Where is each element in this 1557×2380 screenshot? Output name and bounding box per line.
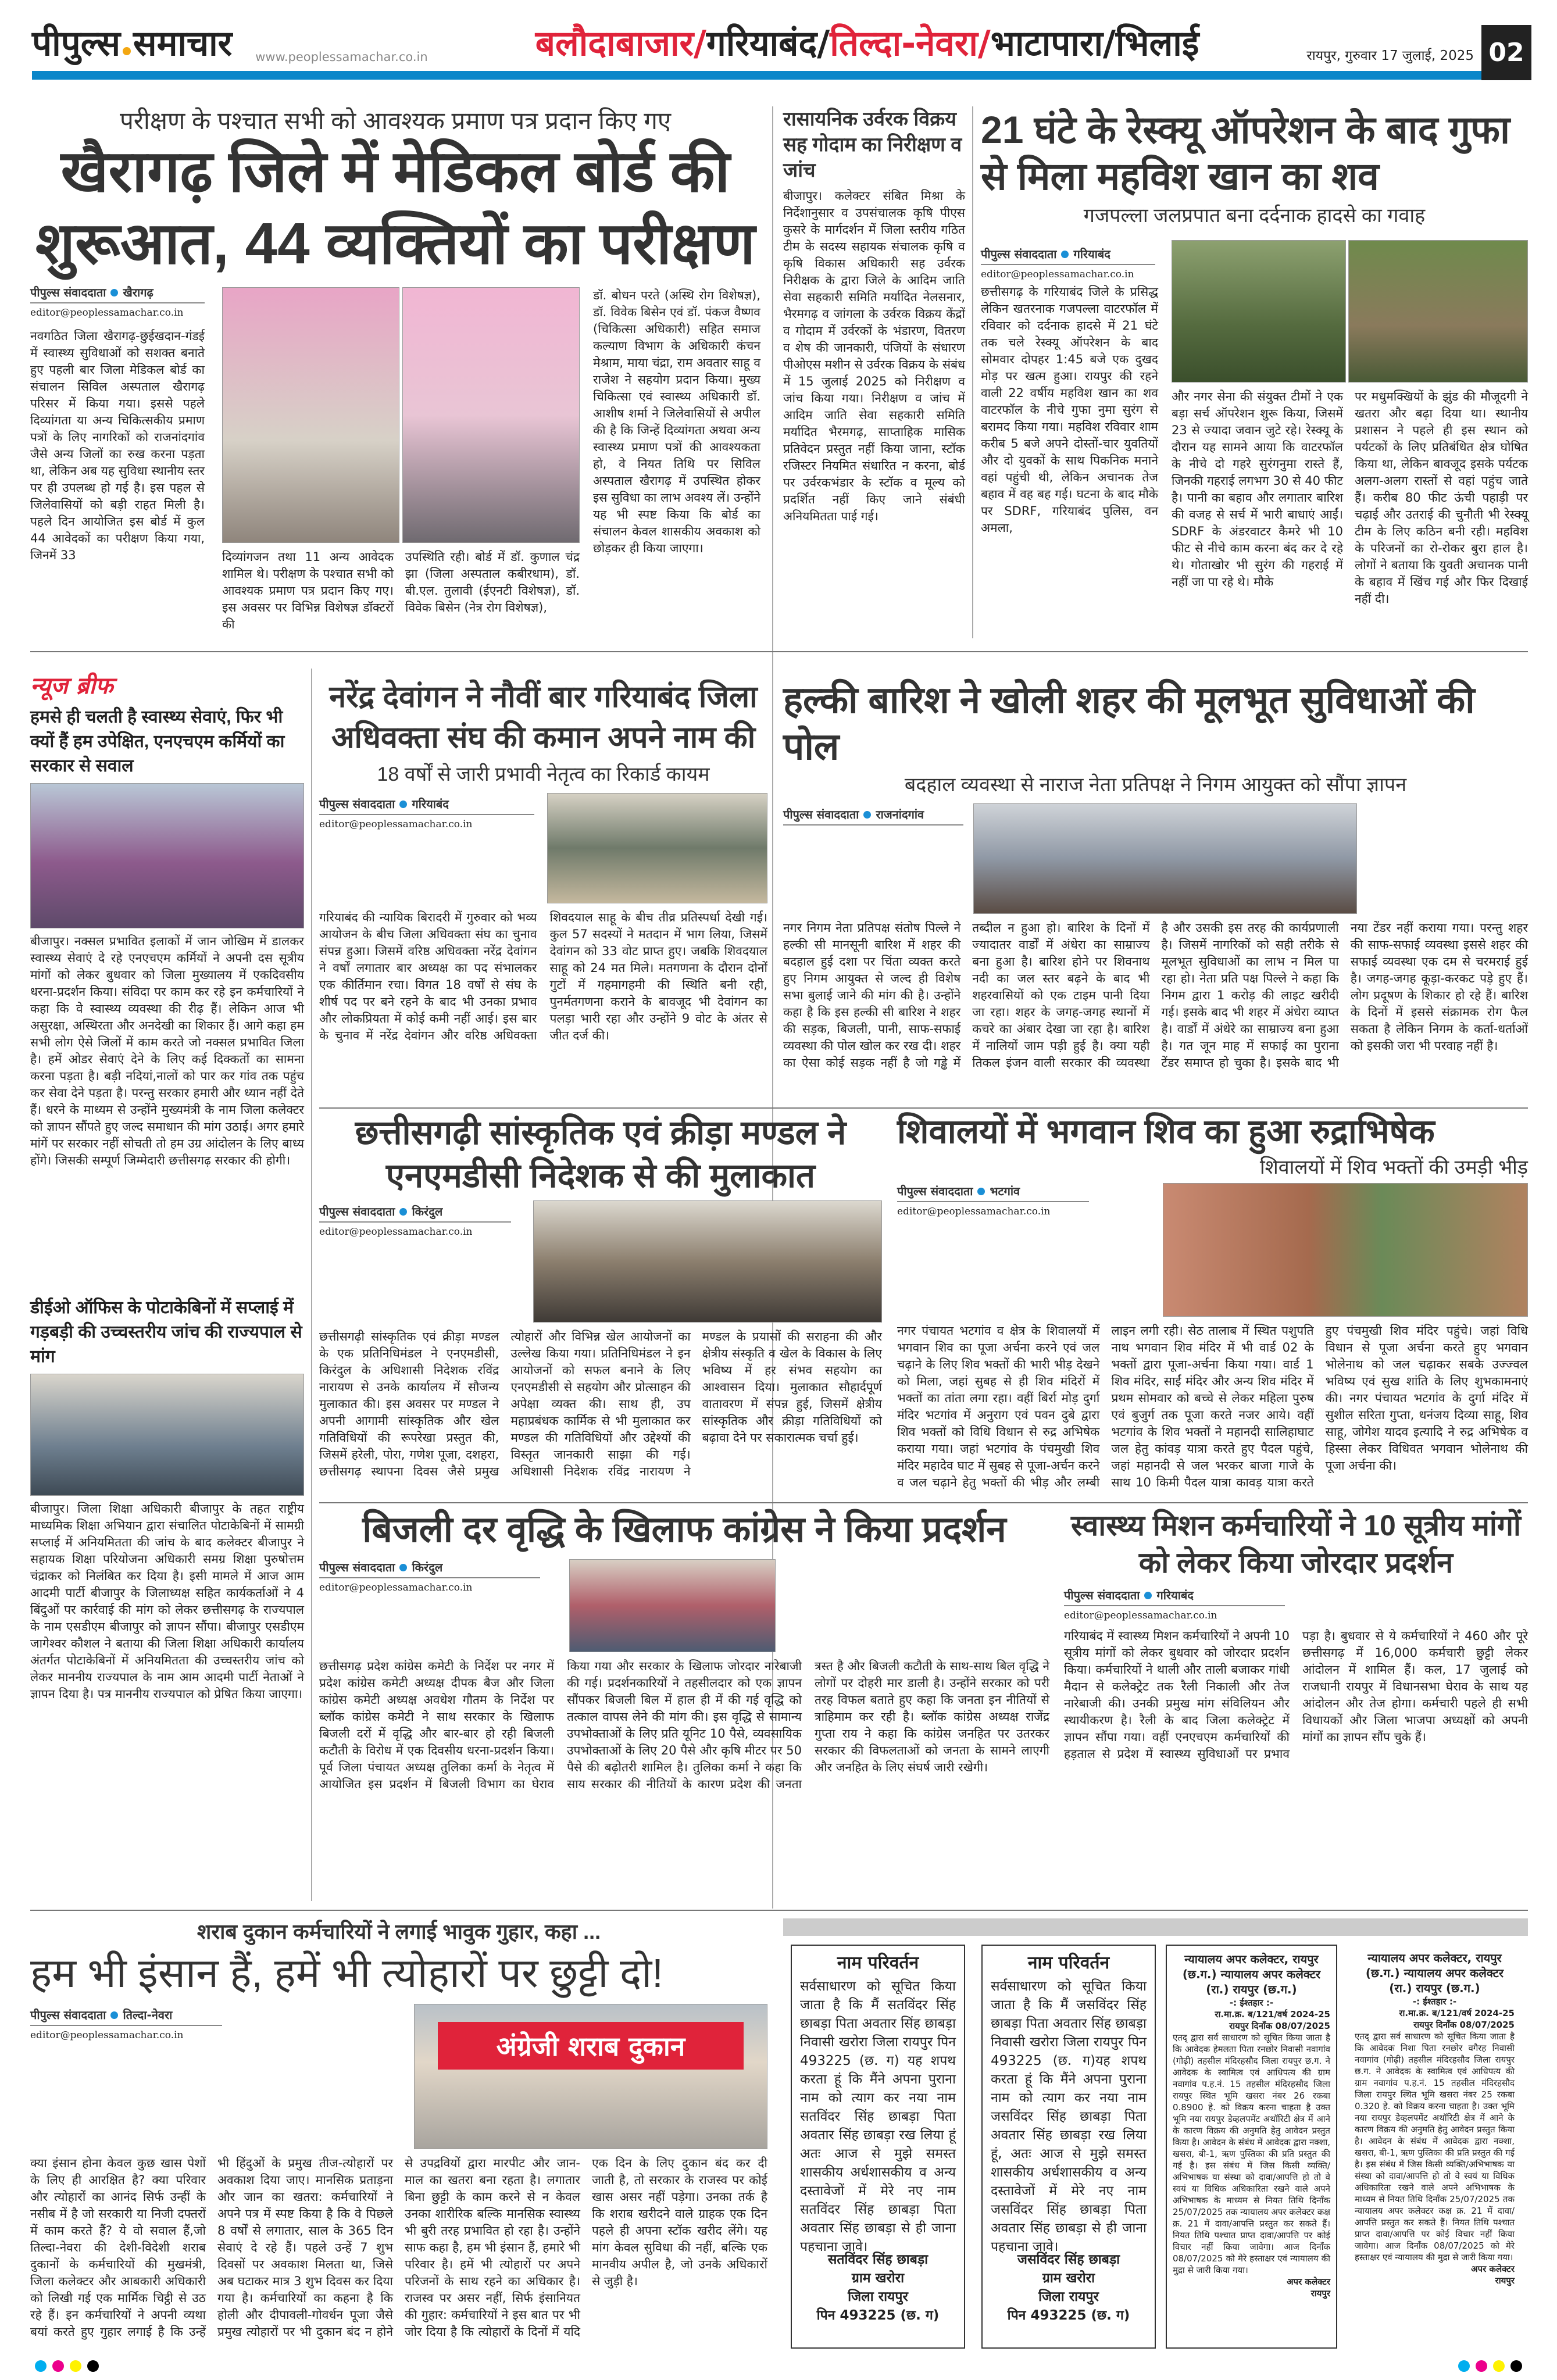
article-subhead: गजपल्ला जलप्रपात बना दर्दनाक हादसे का गवाह [1083, 205, 1426, 227]
masthead-row [32, 17, 1474, 70]
news-brief-logo: न्यूज ब्रीफ [30, 673, 113, 699]
email-link[interactable]: editor@peoplessamachar.co.in [319, 819, 473, 830]
photo-liquor-shop [414, 2004, 767, 2149]
brief-headline-2: डीईओ ऑफिस के पोटाकेबिनों में सप्लाई में गड़बड़ी की उच्चस्तरीय जांच की राज्यपाल से मांग [30, 1298, 302, 1366]
article-rescue [981, 106, 1528, 638]
article-cultural-nmdc [319, 1112, 882, 1498]
article-subhead: परीक्षण के पश्चात सभी को आवश्यक प्रमाण पत्र प्रदान किए गए [119, 107, 672, 134]
section-divider [319, 1502, 1528, 1503]
byline: पीपुल्स संवाददाता भटगांव editor@peoplessamachar.co.in [897, 1183, 1089, 1217]
article-subhead: बदहाल व्यवस्था से नाराज नेता प्रतिपक्ष ने निगम आयुक्त को सौंपा ज्ञापन [904, 774, 1407, 796]
article-content [783, 798, 1528, 1102]
article-body: छत्तीसगढ़ी सांस्कृतिक एवं क्रीड़ा मण्डल के एक प्रतिनिधिमंडल ने एनएमडीसी, किरंदुल के अधिशासी निदेशक रविंद्र नारायण से उनके कार्यालय में सौजन्य मुलाकात की। इस अवसर पर मण्डल ने अपनी आगामी सांस्कृतिक और खेल गतिविधियों की रूपरेखा प्रस्तुत की, जिसमें हरेली, पोरा, गणेश पूजा, दशहरा, छत्तीसगढ़ स्थापना दिवस जैसे प्रमुख त्योहारों और विभिन्न खेल आयोजनों का उल्लेख किया गया। प्रतिनिधिमंडल ने इन आयोजनों को सफल बनाने के लिए एनएमडीसी से सहयोग और प्रोत्साहन की अपेक्षा व्यक्त की। साथ ही, उप महाप्रबंधक कार्मिक से भी मुलाकात कर मण्डल की गतिविधियों और उद्देश्यों की विस्तृत जानकारी साझा की गई। अधिशासी निदेशक रविंद्र नारायण ने मण्डल के प्रयासों की सराहना की और क्षेत्रीय संस्कृति व खेल के विकास के लिए भविष्य में हर संभव सहयोग का आश्वासन दिया। मुलाकात सौहार्दपूर्ण वातावरण में संपन्न हुई, जिसमें क्षेत्रीय सांस्कृतिक और क्रीड़ा गतिविधियों को बढ़ावा देने पर सकारात्मक चर्चा हुई। [319, 1330, 882, 1478]
article-content [319, 787, 767, 1102]
article-body: गरियाबंद की न्यायिक बिरादरी में गुरुवार को भव्य आयोजन के बीच जिला अधिवक्ता संघ का चुनाव संपन्न हुआ। जिसमें वरिष्ठ अधिवक्ता नरेंद्र देवांगन ने वर्षों लगातार बार अध्यक्ष का पद संभालकर एक कीर्तिमान रचा। विगत 18 वर्षों से संघ के शीर्ष पद पर बने रहने के बाद भी उनका प्रभाव और लोकप्रियता में कोई कमी नहीं आई। इस बार के चुनाव में नरेंद्र देवांगन और वरिष्ठ अधिवक्ता शिवदयाल साहू के बीच तीव्र प्रतिस्पर्धा देखी गई। कुल 57 सदस्यों ने मतदान में भाग लिया, जिसमें देवांगन को 33 वोट प्राप्त हुए। जबकि शिवदयाल साहू को 24 मत मिले। मतगणना के दौरान दोनों गुटों में गहमागहमी की स्थिति बनी रही, पुनर्मतगणना कराने के बावजूद भी देवांगन का पलड़ा भारी रहा और उन्होंने 9 वोट के अंतर से जीत दर्ज की। [319, 910, 767, 1042]
email-link[interactable]: editor@peoplessamachar.co.in [319, 1226, 473, 1238]
article-subhead: शराब दुकान कर्मचारियों ने लगाई भावुक गुहार, कहा ... [197, 1920, 601, 1943]
article-headline: नरेंद्र देवांगन ने नौवीं बार गरियाबंद जिला अधिवक्ता संघ की कमान अपने नाम की [329, 680, 758, 755]
photo-advocates-group [547, 793, 767, 903]
article-headline: हल्की बारिश ने खोली शहर की मूलभूत सुविधाओं की पोल [783, 679, 1475, 767]
brief-headline-1: हमसे ही चलती है स्वास्थ्य सेवाएं, फिर भी क्यों हैं हम उपेक्षित, एनएचएम कर्मियों का सरकार से सवाल [30, 707, 285, 776]
photo-rescue-team [1172, 240, 1346, 383]
email-link[interactable]: editor@peoplessamachar.co.in [981, 269, 1134, 280]
article-electricity-protest [319, 1507, 1049, 1901]
photo-aap-memorandum [30, 1374, 304, 1496]
logo: पीपुल्स समाचार [32, 23, 233, 64]
brief-body-1: बीजापुर। नक्सल प्रभावित इलाकों में जान जोखिम में डालकर स्वास्थ्य सेवाएं दे रहे एनएचएम कर्मियों ने अपनी दस सूत्रीय मांगों को लेकर बुधवार को जिला मुख्यालय में एकदिवसीय धरना-प्रदर्शन किया। संविदा पर काम कर रहे इन कर्मचारियों ने कहा कि वे स्वास्थ्य व्यवस्था की रीढ़ हैं। लेकिन आज भी असुरक्षा, अस्थिरता और अनदेखी का शिकार हैं। आगे कहा हम सभी लोग ऐसे जिलों में काम करते जो नक्सल प्रभावित जिला है। हमें ओडर सेवाएं देने के लिए कई दिक्कतों का सामना करना पड़ता है। बड़ी नदियां,नालों को पार कर गांव तक पहुंच कर सेवा देने पड़ता है। परन्तु सरकार हमारी और ध्यान नहीं देते हैं। धरने के माध्यम से उन्होंने मुख्यमंत्री के नाम जिला कलेक्टर को ज्ञापन सौंपते हुए जल्द समाधान की मांग उठाई। अगर हमारे मांगें पर सरकार नहीं सोचती तो हम उग्र आंदोलन के लिए बाध्य होंगे। जिसकी सम्पूर्ण जिम्मेदारी छत्तीसगढ़ सरकार की होगी। [30, 934, 304, 1167]
photo-rescue-site [1348, 240, 1528, 383]
shop-sign: अंग्रेजी शराब दुकान [438, 2022, 744, 2070]
photo-nmdc-meeting [533, 1200, 882, 1323]
article-headline: हम भी इंसान हैं, हमें भी त्योहारों पर छुट्टी दो! [30, 1950, 663, 1996]
article-shiva-temples [897, 1112, 1528, 1498]
byline: पीपुल्स संवाददाता किरंदुल editor@peoplessamachar.co.in [319, 1559, 540, 1593]
article-body: नगर पंचायत भटगांव व क्षेत्र के शिवालयों में भगवान शिव का पूजा अर्चना करने एवं जल चढ़ाने के लिए शिव भक्तों की भारी भीड़ देखने को मिला, जहां सुबह से ही शिव मंदिरों में भक्तों का तांता लगा रहा। वहीं बिर्रा मोड़ दुर्गा मंदिर भटगांव में अनुराग एवं पवन दुबे द्वारा शिव भक्तों को विधि विधान से रुद्र अभिषेक कराया गया। जहां भटगांव के पंचमुखी शिव मंदिर महादेव घाट में सुबह से पूजा-अर्चन करने व जल चढ़ाने हेतु भक्तों की भीड़ और लम्बी लाइन लगी रही। सेठ तालाब में स्थित पशुपति नाथ भगवान शिव मंदिर में भी वार्ड 02 के भक्तों द्वारा पूजा-अर्चना किया गया। वार्ड 1 शिव मंदिर, साईं मंदिर और अन्य शिव मंदिर में प्रथम सोमवार को बच्चे से लेकर महिला पुरुष एवं बुजुर्ग तक पूजा करते नजर आये। वहीं भटगांव के शिव भक्तों ने महानदी सालिहाघाट जल हेतु कांवड़ यात्रा करते हुए पैदल पहुंचे, जहां महानदी से जल भरकर बाजा गाजे के साथ 10 किमी पैदल यात्रा कावड़ यात्रा करते हुए पंचमुखी शिव मंदिर पहुंचे। जहां विधि विधान से पूजा अर्चना करते हुए भगवान भोलेनाथ को जल चढ़ाकर सबके उज्ज्वल भविष्य एवं सुख शांति के लिए शुभकामनाएं की। नगर पंचायत भटगांव के दुर्गा मंदिर में सुशील सरिता गुप्ता, धनंजय दिव्या साहू, शिव साहू, जोगेश यादव इत्यादि ने रुद्र अभिषेक व हिस्सा लेकर विधिवत भगवान भोलेनाथ की पूजा अर्चना की। [897, 1324, 1528, 1489]
article-body: गरियाबंद में स्वास्थ्य मिशन कर्मचारियों ने अपनी 10 सूत्रीय मांगों को लेकर बुधवार को जोरदार प्रदर्शन किया। कर्मचारियों ने थाली और ताली बजाकर गांधी मैदान से कलेक्ट्रेट तक रैली निकाली और तेज नारेबाजी की। उनकी प्रमुख मांग संविलियन और स्थायीकरण है। रैली के बाद जिला कलेक्ट्रेट में ज्ञापन सौंपा गया। वहीं एनएचएम कर्मचारियों की हड़ताल से प्रदेश में स्वास्थ्य सुविधाओं पर प्रभाव पड़ा है। बुधवार से ये कर्मचारियों ने 460 और पूरे छत्तीसगढ़ में 16,000 कर्मचारी छुट्टी लेकर आंदोलन में शामिल हैं। कल, 17 जुलाई को राजधानी रायपुर में विधानसभा घेराव के साथ यह आंदोलन और तेज होगा। कर्मचारी पहले ही सभी विधायकों और जिला भाजपा अध्यक्षों को अपनी मांगों का ज्ञापन सौंप चुके हैं। [1064, 1629, 1528, 1761]
article-rain [783, 677, 1528, 1102]
logo-emblem-icon [123, 47, 131, 55]
website: www.peoplessamachar.co.in [255, 50, 428, 64]
classified-court-notice-1: न्यायालय अपर कलेक्टर, रायपुर (छ.ग.) न्यायालय अपर कलेक्टर (रा.) रायपुर (छ.ग.) -: ईश्तहार :- रा.मा.क्र. ब/121/वर्ष 2024-25 रायपुर दिनाँक 08/07/2025 एतद् द्वारा सर्व साधारण को सूचित किया जाता है कि आवेदक हेमलता पिता रनछोर निवासी नवागांव (गोढ़ी) तहसील मंदिरहसौद जिला रायपुर छ.ग. ने आवेदक के स्वामित्व एवं आधिपत्य की ग्राम नवागांव प.ह.नं. 15 तहसील मंदिरहसौद जिला रायपुर स्थित भूमि खसरा नंबर 26 रकबा 0.8900 हे. को विक्रय करना चाहता है उक्त भूमि नया रायपुर डेव्हलपमेंट अथॉरिटी क्षेत्र में आने के कारण विक्रय की अनुमति हेतु आवेदन प्रस्तुत किया है। आवेदन के संबंध में आवेदक द्वारा नक्शा, खसरा, बी-1, ऋण पुस्तिका की प्रति प्रस्तुत की गई है। इस संबंध में जिस किसी व्यक्ति/अभिभाषक या संस्था को दावा/आपत्ति हो तो वे स्वयं या विधिक अधिकारिता रखने वाले अपने अभिभाषक के माध्यम से नियत तिथि दिनाँक 25/07/2025 तक न्यायालय अपर कलेक्टर कक्ष क्र. 21 में दावा/आपत्ति प्रस्तुत कर सकते हैं। नियत तिथि पश्चात प्राप्त दावा/आपत्ति पर कोई विचार नहीं किया जावेगा। आज दिनाँक 08/07/2025 को मेरे हस्ताक्षर एवं न्यायालय की मुद्रा से जारी किया गया। अपर कलेक्टर रायपुर [1166, 1945, 1337, 2349]
page-number: 02 [1481, 25, 1531, 80]
email-link[interactable]: editor@peoplessamachar.co.in [1064, 1610, 1217, 1621]
article-headline: स्वास्थ्य मिशन कर्मचारियों ने 10 सूत्रीय मांगों को लेकर किया जोरदार प्रदर्शन [1071, 1509, 1521, 1579]
section-divider [30, 651, 1528, 652]
article-body-col1: नवगठित जिला खैरागढ़-छुईखदान-गंडई में स्वास्थ्य सुविधाओं को सशक्त बनाते हुए पहली बार जिला मेडिकल बोर्ड का संचालन सिविल अस्पताल खैरागढ़ परिसर में किया गया। इससे पहले दिव्यांगता या अन्य चिकित्सकीय प्रमाण पत्रों के लिए नागरिकों को राजनांदगांव जैसे अन्य जिलों का रुख करना पड़ता था, लेकिन अब यह सुविधा स्थानीय स्तर पर ही उपलब्ध हो गई है। इस पहल से जिलेवासियों को बड़ी राहत मिली है। पहले दिन आयोजित इस बोर्ड में कुल 44 आवेदकों का परीक्षण किया गया, जिनमें 33 [30, 329, 205, 562]
section-title: बलौदाबाजार/गरियाबंद/तिल्दा-नेवरा/भाटापारा/भिलाई [535, 23, 1199, 64]
byline: पीपुल्स संवाददाता गरियाबंद editor@peoplessamachar.co.in [319, 796, 534, 830]
byline: पीपुल्स संवाददाता किरंदुल editor@peoplessamachar.co.in [319, 1203, 511, 1238]
article-subhead: शिवालयों में शिव भक्तों की उमड़ी भीड़ [1259, 1156, 1528, 1178]
article-fertilizer [783, 106, 965, 638]
article-headline: 21 घंटे के रेस्क्यू ऑपरेशन के बाद गुफा से मिला महविश खान का शव [981, 108, 1510, 198]
article-body: क्या इंसान होना केवल कुछ खास पेशों के लिए ही आरक्षित है? क्या परिवार और त्योहारों का आनंद सिर्फ उन्हीं के नसीब में है जो सरकारी या निजी दफ्तरों में काम करते हैं? ये वो सवाल हैं,जो तिल्दा-नेवरा की देशी-विदेशी शराब दुकानों के कर्मचारियों की मुखमंत्री, जिला कलेक्टर और आबकारी अधिकारी को लिखी गई एक मार्मिक चिट्ठी से उठ रहे हैं। इन कर्मचारियों ने अपनी व्यथा बयां करते हुए गुहार लगाई है कि उन्हें भी हिंदुओं के प्रमुख तीज-त्योहारों पर अवकाश दिया जाए। मानसिक प्रताड़ना और जान का खतरा: कर्मचारियों ने अपने पत्र में स्पष्ट किया है कि वे पिछले 8 वर्षों से लगातार, साल के 365 दिन सेवाएं दे रहे हैं। पहले उन्हें 7 शुभ दिवसों पर अवकाश मिलता था, जिसे अब घटाकर मात्र 3 शुभ दिवस कर दिया गया है। कर्मचारियों का कहना है कि होली और दीपावली-गोवर्धन पूजा जैसे प्रमुख त्योहारों पर भी दुकान बंद न होने से उपद्रवियों द्वारा मारपीट और जान-माल का खतरा बना रहता है। लगातार बिना छुट्टी के काम करने से न केवल उनका शारीरिक बल्कि मानसिक स्वास्थ्य भी बुरी तरह प्रभावित हो रहा है। उन्होंने साफ कहा है, हम भी इंसान हैं, हमारे भी परिवार है। हमें भी त्योहारों पर अपने परिजनों के साथ रहने का अधिकार है। राजस्व पर असर नहीं, सिर्फ इंसानियत की गुहार: कर्मचारियों ने इस बात पर भी जोर दिया है कि त्योहारों के दिनों में यदि एक दिन के लिए दुकान बंद कर दी जाती है, तो सरकार के राजस्व पर कोई खास असर नहीं पड़ेगा। उनका तर्क है कि शराब खरीदने वाले ग्राहक एक दिन पहले ही अपना स्टॉक खरीद लेंगे। यह मांग केवल सुविधा की नहीं, बल्कि एक मानवीय अपील है, जो उनके अधिकारों से जुड़ी है। [30, 2156, 767, 2339]
photo-nhm-protest [30, 783, 304, 928]
news-brief [30, 669, 304, 1901]
email-link[interactable]: editor@peoplessamachar.co.in [30, 2029, 184, 2041]
print-color-marks [0, 2360, 1557, 2378]
article-khairagarh [30, 106, 760, 638]
dateline: रायपुर, गुरुवार 17 जुलाई, 2025 [1306, 48, 1474, 63]
photo-medical-board-1 [222, 287, 399, 543]
article-health-mission [1064, 1507, 1528, 1901]
article-body-col3: उपस्थिति रही। बोर्ड में डॉ. कुणाल चंद्र झा (जिला अस्पताल कबीरधाम), डॉ. बी.एल. तुलावी (ईएनटी विशेषज्ञ), डॉ. विवेक बिसेन (नेत्र रोग विशेषज्ञ), [405, 550, 580, 614]
article-body-col1: छत्तीसगढ़ के गरियाबंद जिले के प्रसिद्ध लेकिन खतरनाक गजपल्ला वाटरफॉल में रविवार को दर्दनाक हादसे में 21 घंटे तक चले रेस्क्यू ऑपरेशन के बाद सोमवार दोपहर 1:45 बजे एक दुखद मोड़ पर खत्म हुआ। रायपुर की रहने वाली 22 वर्षीय महविश खान का शव वाटरफॉल के नीचे गुफा नुमा सुरंग से बरामद किया गया। महविश रविवार शाम करीब 5 बजे अपने दोस्तों-चार युवतियों और दो युवकों के साथ पिकनिक मनाने वहां पहुंची थी, लेकिन अचानक तेज बहाव में वह बह गई। घटना के बाद मौके पर SDRF, गरियाबंद पुलिस, वन अमला, [981, 285, 1158, 535]
article-body: छत्तीसगढ़ प्रदेश कांग्रेस कमेटी के निर्देश पर नगर में प्रदेश कांग्रेस कमेटी अध्यक्ष दीपक बैज और जिला कांग्रेस कमेटी अध्यक्ष अवधेश गौतम के निर्देश पर ब्लॉक कांग्रेस कमेटी ने साथ सरकार के खिलाफ बिजली दरों में वृद्धि और बार-बार हो रही बिजली कटौती के विरोध में एक दिवसीय धरना-प्रदर्शन किया। पूर्व जिला पंचायत अध्यक्ष तुलिका कर्मा के नेतृत्व में आयोजित इस प्रदर्शन में बिजली विभाग का घेराव किया गया और सरकार के खिलाफ जोरदार नारेबाजी की गई। प्रदर्शनकारियों ने तहसीलदार को एक ज्ञापन सौंपकर बिजली बिल में हाल ही में की गई वृद्धि को तत्काल वापस लेने की मांग की। इस वृद्धि से सामान्य उपभोक्ताओं के लिए प्रति यूनिट 10 पैसे, व्यवसायिक उपभोक्ताओं के लिए 20 पैसे और कृषि मीटर पर 50 पैसे की बढ़ोतरी शामिल है। तुलिका कर्मा ने कहा कि साय सरकार की नीतियों के कारण प्रदेश की जनता त्रस्त है और बिजली कटौती के साथ-साथ बिल वृद्धि ने लोगों पर दोहरी मार डाली है। उन्होंने सरकार को परी तरह विफल बताते हुए कहा कि जनता इन नीतियों से त्राहिमाम कर रही है। ब्लॉक कांग्रेस अध्यक्ष राजेंद्र गुप्ता राय ने कहा कि कांग्रेस जनहित पर उतरकर सरकार की विफलताओं को जनता के सामने लाएगी और जनहित के लिए संघर्ष जारी रखेगी। [319, 1659, 1049, 1791]
article-content [319, 1198, 882, 1498]
email-link[interactable]: editor@peoplessamachar.co.in [319, 1582, 473, 1593]
email-link[interactable]: editor@peoplessamachar.co.in [30, 307, 184, 319]
article-body: नगर निगम नेता प्रतिपक्ष संतोष पिल्ले ने हल्की सी मानसूनी बारिश में शहर की बदहाल हुई दशा पर चिंता व्यक्त करते हुए निगम आयुक्त से जल्द ही विशेष सभा बुलाई जाने की मांग की है। उन्होंने कहा है कि इस हल्की सी बारिश ने शहर की सड़क, बिजली, पानी, साफ-सफाई व्यवस्था की पोल खोल कर रख दी। शहर का ऐसा कोई सड़क नहीं है जो गड्ढे में तब्दील न हुआ हो। बारिश के दिनों में ज्यादातर वार्डों में अंधेरा का साम्राज्य बना हुआ है। बारिश होने पर शिवनाथ नदी का जल स्तर बढ़ने के बाद भी शहरवासियों को एक टाइम पानी दिया जा रहा। शहर के जगह-जगह स्थानों में कचरे का अंबार देखा जा रहा है। बारिश में नालियों जाम पड़ी हुई है। क्या यही तिकल इंजन वाली सरकार की व्यवस्था है और उसकी इस तरह की कार्यप्रणाली है। जिसमें नागरिकों को सही तरीके से मूलभूत सुविधाओं का लाभ न मिल पा रहा हो। नेता प्रति पक्ष पिल्ले ने कहा कि निगम द्वारा 1 करोड़ की लाइट खरीदी गई। इसके बाद भी शहर में अंधेरा व्याप्त है। वार्डों में अंधेरे का साम्राज्य बना हुआ है। गत जून माह में सफाई का पुराना टेंडर समाप्त हो चुका है। इसके बाद भी नया टेंडर नहीं कराया गया। परन्तु शहर की साफ-सफाई व्यवस्था इससे शहर की सफाई व्यवस्था एक दम से चरमराई हुई है। जगह-जगह कूड़ा-करकट पड़े हुए हैं। लोग प्रदूषण के शिकार हो रहे हैं। बारिश के दिनों में इससे संक्रामक रोग फैल सकता है लेकिन निगम के कर्ता-धर्ताओं को इसकी जरा भी परवाह नहीं है। [783, 921, 1528, 1070]
byline: पीपुल्स संवाददाता गरियाबंद editor@peoplessamachar.co.in [981, 246, 1155, 280]
article-liquor-staff [30, 1918, 767, 2349]
column-rule [972, 106, 973, 638]
brief-body-2: बीजापुर। जिला शिक्षा अधिकारी बीजापुर के तहत राष्ट्रीय माध्यमिक शिक्षा अभियान द्वारा संचालित पोटाकेबिनों में सामग्री सप्लाई में अनियमितता की जांच के बाद कलेक्टर बीजापुर ने सहायक शिक्षा परियोजना अधिकारी समग्र शिक्षा पुरुषोत्तम चंद्राकर को निलंबित कर दिया है। इसी मामले में आज आम आदमी पार्टी बीजापुर के जिलाध्यक्ष सहित कार्यकर्ताओं ने 4 बिंदुओं पर कार्रवाई की मांग को लेकर छत्तीसगढ़ के राज्यपाल के नाम एसडीएम बीजापुर को ज्ञापन सौंपा। बीजापुर एसडीएम जागेश्वर कौशल ने बताया की जिला शिक्षा अधिकारी कार्यालय अंतर्गत पोटाकेबिनों में अनियमितता की उच्चस्तरीय जांच को लेकर माननीय राज्यपाल के नाम आम आदमी पार्टी नेताओं ने ज्ञापन दिया है। पत्र माननीय राज्यपाल को प्रेषित किया जाएगा। [30, 1502, 304, 1701]
byline: पीपुल्स संवाददाता गरियाबंद editor@peoplessamachar.co.in [1064, 1587, 1285, 1621]
article-headline: छत्तीसगढ़ी सांस्कृतिक एवं क्रीड़ा मण्डल ने एनएमडीसी निदेशक से की मुलाकात [355, 1114, 847, 1195]
article-content [1064, 1581, 1528, 1901]
article-headline: खैरागढ़ जिले में मेडिकल बोर्ड की शुरूआत, 44 व्यक्तियों का परीक्षण [35, 139, 755, 276]
article-headline: रासायनिक उर्वरक विक्रय सह गोदाम का निरीक्षण व जांच [783, 108, 962, 181]
article-body-col4: डॉ. बोधन परते (अस्थि रोग विशेषज्ञ), डॉ. विवेक बिसेन एवं डॉ. पंकज वैष्णव (चिकित्सा अधिकारी) सहित समाज कल्याण विभाग के अधिकारी कंचन मेश्राम, माया चंद्रा, राम अवतार साहू व राजेश ने सहयोग प्रदान किया। मुख्य चिकित्सा एवं स्वास्थ्य अधिकारी डॉ. आशीष शर्मा ने जिलेवासियों से अपील की है कि जिन्हें दिव्यांगता अथवा अन्य स्वास्थ्य प्रमाण पत्रों की आवश्यकता हो, वे नियत तिथि पर सिविल अस्पताल खैरागढ़ में उपस्थित होकर इस सुविधा का लाभ अवश्य लें। उन्होंने यह भी स्पष्ट किया कि बोर्ड का संचालन केवल शासकीय अवकाश को छोड़कर ही किया जाएगा। [593, 288, 760, 555]
article-body-col2: दिव्यांगजन तथा 11 अन्य आवेदक शामिल थे। परीक्षण के पश्चात सभी को आवश्यक प्रमाण पत्र प्रदान किए गए। इस अवसर पर विभिन्न विशेषज्ञ डॉक्टरों की [222, 550, 394, 631]
article-headline: बिजली दर वृद्धि के खिलाफ कांग्रेस ने किया प्रदर्शन [362, 1510, 1006, 1550]
column-rule [311, 669, 312, 1901]
article-content [30, 284, 760, 638]
article-advocate-union [319, 677, 767, 1102]
accent-bar [32, 71, 1481, 80]
section-divider [30, 1910, 1528, 1911]
article-subhead: 18 वर्षों से जारी प्रभावी नेतृत्व का रिकार्ड कायम [377, 763, 710, 785]
article-content [897, 1180, 1528, 1498]
classified-court-notice-2: न्यायालय अपर कलेक्टर, रायपुर (छ.ग.) न्यायालय अपर कलेक्टर (रा.) रायपुर (छ.ग.) -: ईश्तहार :- रा.मा.क्र. ब/121/वर्ष 2024-25 रायपुर दिनाँक 08/07/2025 एतद् द्वारा सर्व साधारण को सूचित किया जाता है कि आवेदक निशा पिता रनछोर वगैरह निवासी नवागांव (गोढ़ी) तहसील मंदिरहसौद जिला रायपुर छ.ग. ने आवेदक के स्वामित्व एवं आधिपत्य की ग्राम नवागांव प.ह.नं. 15 तहसील मंदिरहसौद जिला रायपुर स्थित भूमि खसरा नंबर 25 रकबा 0.320 हे. को विक्रय करना चाहता है। उक्त भूमि नया रायपुर डेव्हलपमेंट अथॉरिटी क्षेत्र में आने के कारण विक्रय की अनुमति हेतु आवेदन प्रस्तुत किया है। आवेदन के संबंध में आवेदक द्वारा नक्शा, खसरा, बी-1, ऋण पुस्तिका की प्रति प्रस्तुत की गई है। इस संबंध में जिस किसी व्यक्ति/अभिभाषक या संस्था को दावा/आपत्ति हो तो वे स्वयं या विधिक अधिकारिता रखने वाले अपने अभिभाषक के माध्यम से नियत तिथि दिनाँक 25/07/2025 तक न्यायालय अपर कलेक्टर कक्ष क्र. 21 में दावा/आपत्ति प्रस्तुत कर सकते हैं। नियत तिथि पश्चात प्राप्त दावा/आपत्ति पर कोई विचार नहीं किया जावेगा। आज दिनाँक 08/07/2025 को मेरे हस्ताक्षर एवं न्यायालय की मुद्रा से जारी किया गया। अपर कलेक्टर रायपुर [1355, 1951, 1515, 2286]
byline: पीपुल्स संवाददाता राजनांदगांव [783, 806, 963, 826]
article-body-col2: और नगर सेना की संयुक्त टीमों ने एक बड़ा सर्च ऑपरेशन शुरू किया, जिसमें 23 से ज्यादा जवान जुटे रहे। रेस्क्यू के दौरान यह सामने आया कि वाटरफॉल के नीचे दो गहरे सुरंगनुमा रास्ते हैं, जिनकी गहराई लगभग 30 से 40 फीट है। पानी का बहाव और लगातार बारिश की वजह से सर्च में भारी बाधाएं आईं। SDRF के अंडरवाटर कैमरे भी 10 फीट से नीचे काम करना बंद कर दे रहे थे। गोताखोर भी सुरंग की गहराई में नहीं जा पा रहे थे। मौके [1172, 389, 1343, 589]
byline: पीपुल्स संवाददाता खैरागढ़ editor@peoplessamachar.co.in [30, 284, 205, 319]
photo-memorandum-handover [973, 803, 1357, 914]
email-link[interactable]: editor@peoplessamachar.co.in [897, 1206, 1051, 1217]
article-headline: शिवालयों में भगवान शिव का हुआ रुद्राभिषेक [897, 1113, 1435, 1150]
article-body-col3: पर मधुमक्खियों के झुंड की मौजूदगी ने खतरा और बढ़ा दिया था। स्थानीय प्रशासन ने पहले ही इस स्थान को पर्यटकों के लिए प्रतिबंधित क्षेत्र घोषित किया था, लेकिन बावजूद इसके पर्यटक अलग-अलग रास्तों से वहां पहुंच जाते हैं। करीब 80 फीट ऊंची पहाड़ी पर चढ़ाई और उतराई की चुनौती भी रेस्क्यू टीम के लिए कठिन बनी रही। महविश के परिजनों का रो-रोकर बुरा हाल है। लोगों ने बताया कि युवती अचानक पानी के बहाव में खिंच गई और फिर दिखाई नहीं दी। [1355, 389, 1528, 606]
photo-devotees [1163, 1183, 1528, 1317]
photo-congress-protest [569, 1559, 776, 1652]
classified-name-change-1: नाम परिवर्तन सर्वसाधारण को सूचित किया जाता है कि मैं सतविंदर सिंह छाबड़ा पिता अवतार सिंह छाबड़ा निवासी खरोरा जिला रायपुर पिन 493225 (छ. ग) यह शपथ करता हूं कि मैंने अपना पुराना नाम को त्याग कर नया नाम सतविंदर सिंह छाबड़ा पिता अवतार सिंह छाबड़ा रख लिया हूं अतः आज से मुझे समस्त शासकीय अर्धशासकीय व अन्य दस्तावेजों में मेरे नए नाम सतविंदर सिंह छाबड़ा पिता अवतार सिंह छाबड़ा से ही जाना पहचाना जावे। सतविंदर सिंह छाबड़ा ग्राम खरोरा जिला रायपुर पिन 493225 (छ. ग) [791, 1945, 965, 2349]
photo-medical-board-2 [402, 287, 580, 543]
classified-name-change-2: नाम परिवर्तन सर्वसाधारण को सूचित किया जाता है कि मैं जसविंदर सिंह छाबड़ा पिता अवतार सिंह छाबड़ा निवासी खरोरा जिला रायपुर पिन 493225 (छ. ग)यह शपथ करता हूं कि मैंने अपना पुराना नाम को त्याग कर नया नाम जसविंदर सिंह छाबड़ा पिता अवतार सिंह छाबड़ा रख लिया हूं, अतः आज से मुझे समस्त शासकीय अर्धशासकीय व अन्य दस्तावेजों में मेरे नए नाम जसविंदर सिंह छाबड़ा पिता अवतार सिंह छाबड़ा से ही जाना पहचाना जावे। जसविंदर सिंह छाबड़ा ग्राम खरोरा जिला रायपुर पिन 493225 (छ. ग) [981, 1945, 1156, 2349]
byline: पीपुल्स संवाददाता तिल्दा-नेवरा editor@peoplessamachar.co.in [30, 2007, 222, 2041]
masthead [0, 0, 1557, 84]
section-divider [319, 1107, 1528, 1109]
article-body: बीजापुर। कलेक्टर संबित मिश्रा के निर्देशानुसार व उपसंचालक कृषि पीएस कुसरे के मार्गदर्शन में जिला स्तरीय गठित टीम के सदस्य सहायक संचालक कृषि व कृषि विकास अधिकारी सह उर्वरक निरीक्षक के द्वारा जिले के आदिम जाति सेवा सहकारी समिति मर्यादित नेलसनार, भैरमगढ़ व जांगला के उर्वरक विक्रय केंद्रों व गोदाम में उर्वरकों के भंडारण, वितरण व शेष की जानकारी, पंजियों के संधारण पीओएस मशीन से उर्वरक विक्रय के संबंध में 15 जुलाई 2025 को निरीक्षण व जांच किया गया। निरीक्षण व जांच में आदिम जाति सेवा सहकारी समिति मर्यादित भैरमगढ़, साप्ताहिक मासिक प्रतिवेदन प्रस्तुत नहीं किया जाना, स्टॉक रजिस्टर नियमित संधारित न करना, बोर्ड पर उर्वरकभंडार के स्टॉक व मूल्य को प्रदर्शित नहीं किए जाने संबंधी अनियमितता पाई गई। [783, 189, 965, 523]
classifieds-band [783, 1918, 1528, 1936]
article-content [30, 2001, 767, 2349]
article-content [319, 1553, 1049, 1901]
article-content [981, 228, 1528, 638]
